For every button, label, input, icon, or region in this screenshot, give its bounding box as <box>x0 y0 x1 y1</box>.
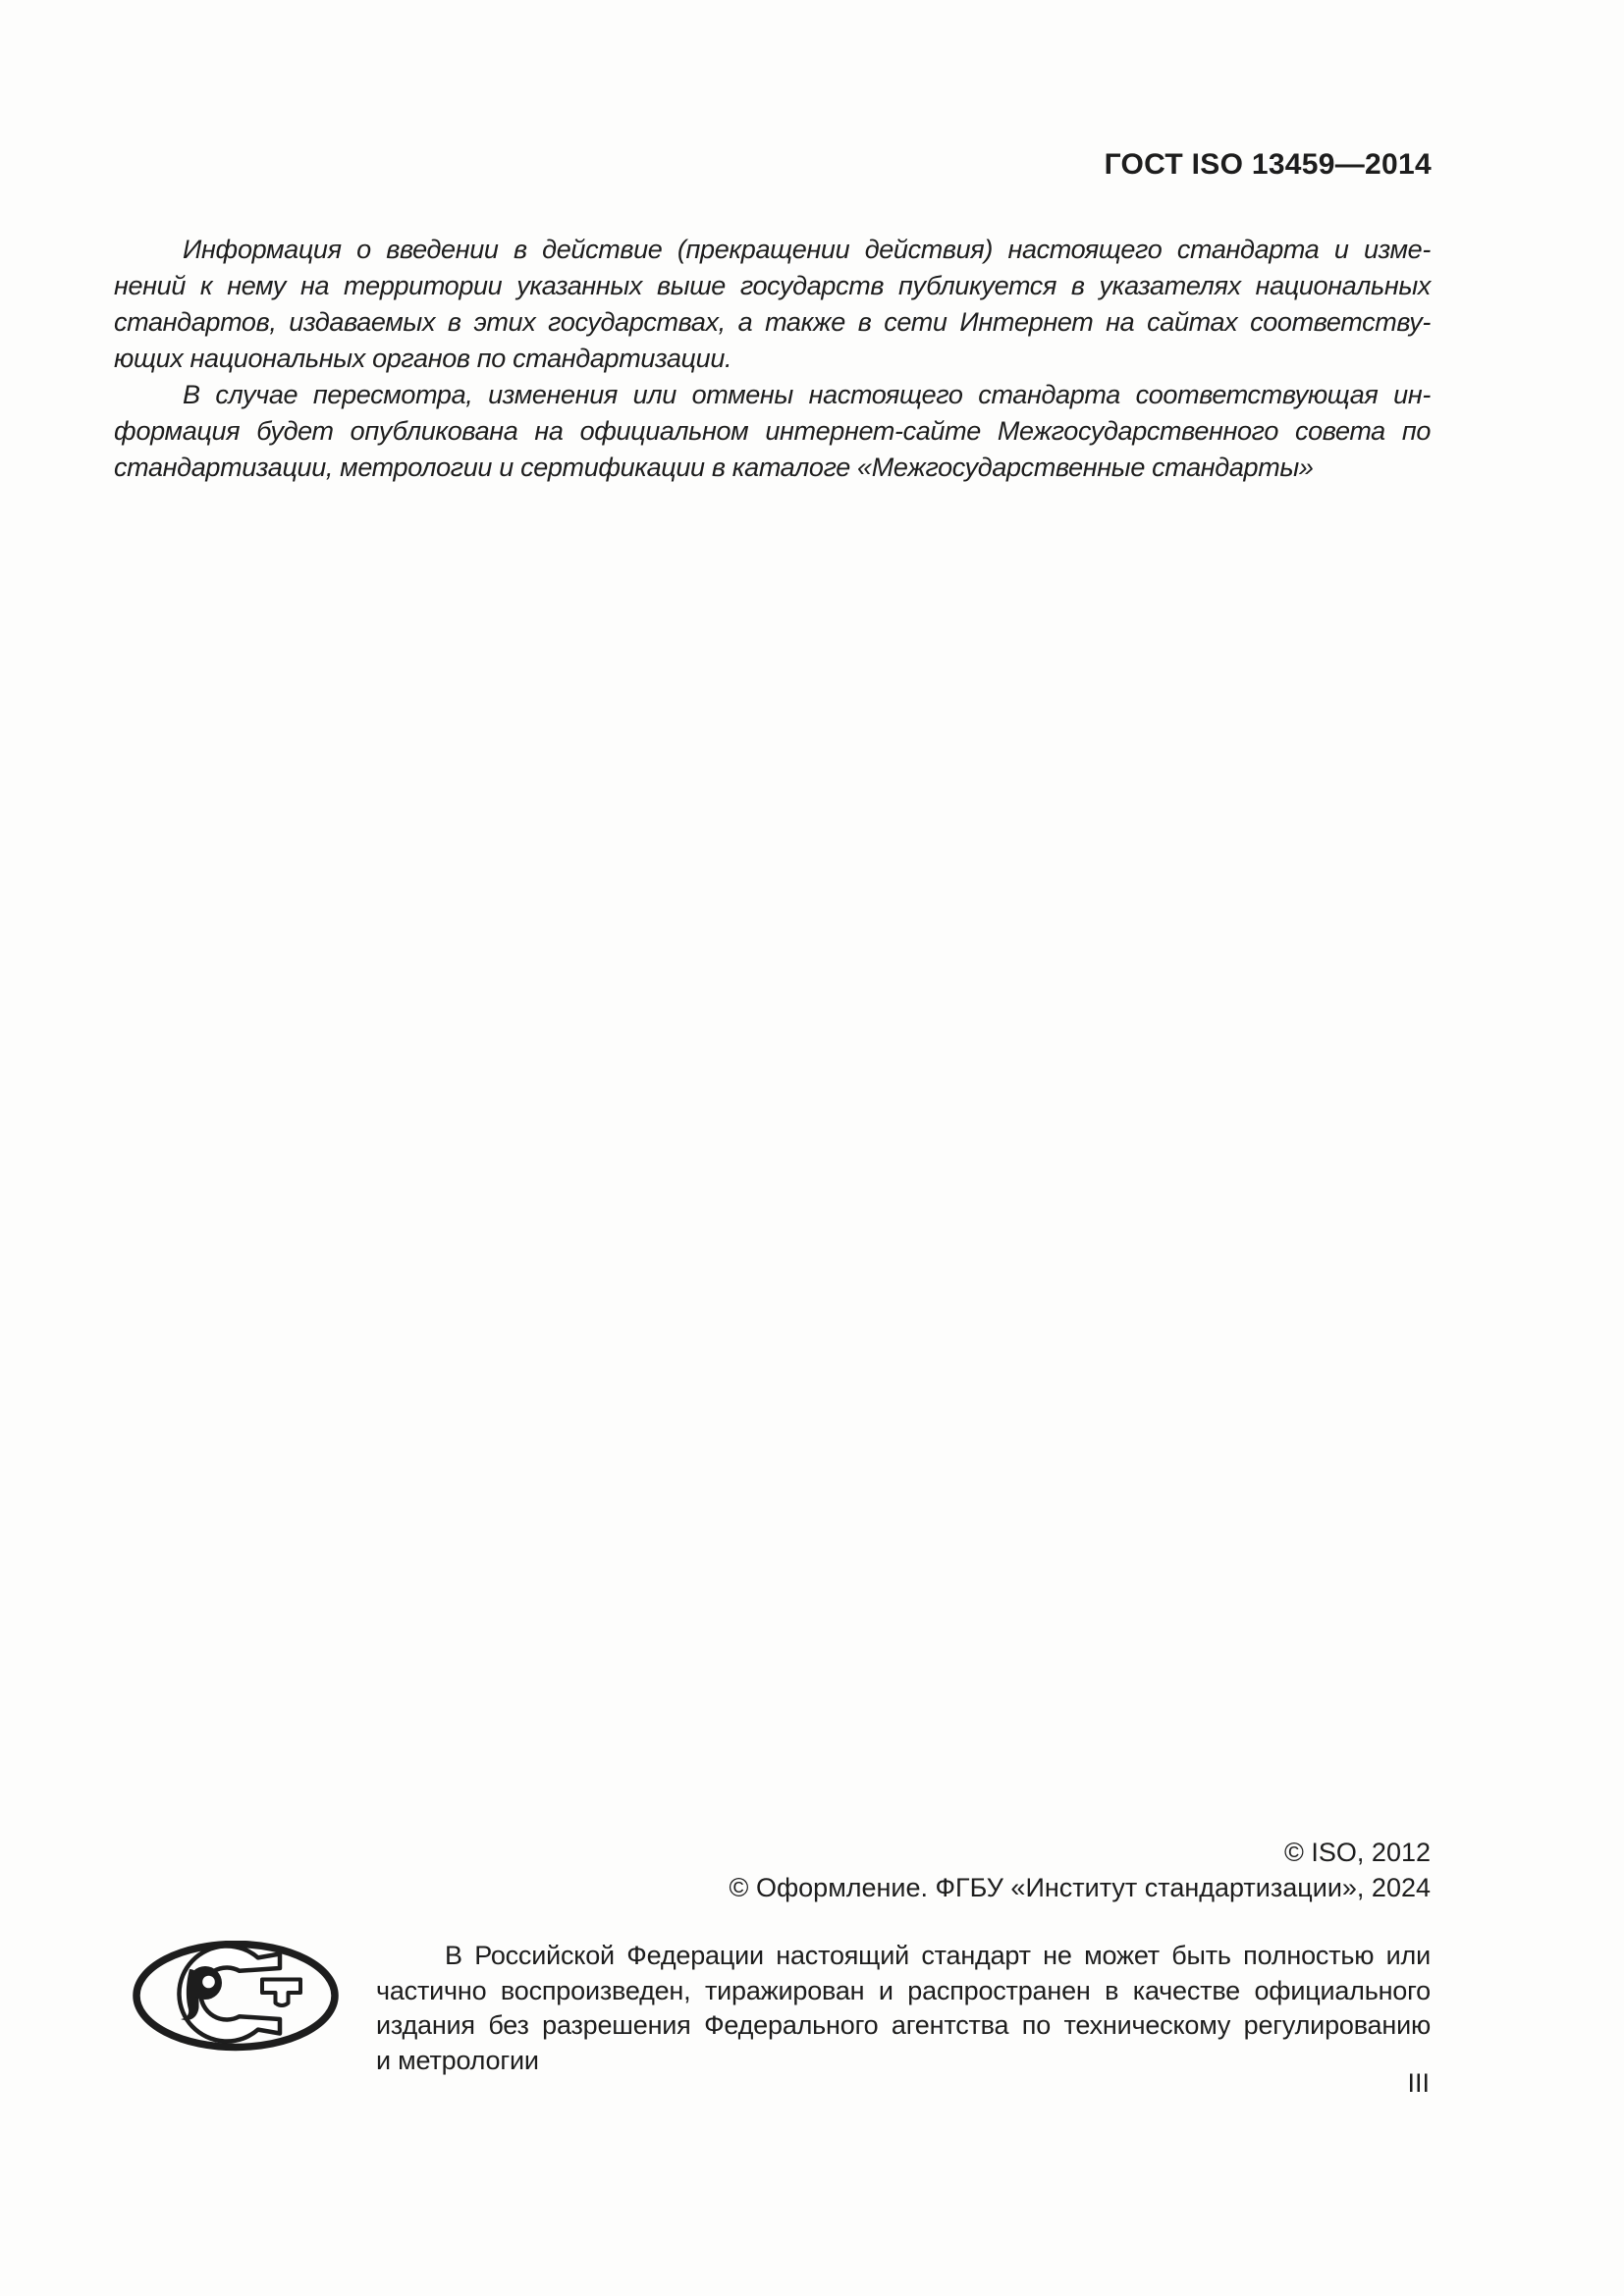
text-line: В Российской Федерации настоящий стандарт не может быть полностью или <box>445 1941 1431 1970</box>
intro-paragraph-2 <box>114 377 1431 486</box>
text-line: стандартизации, метрологии и сертификации в каталоге «Межгосударственные стандарты» <box>114 453 1314 482</box>
logo-letter-t <box>262 1980 300 2006</box>
text-line: стандартов, издаваемых в этих государствах, а также в сети Интернет на сайтах соответству- <box>114 307 1431 337</box>
text-line: издания без разрешения Федерального агентства по техническому регулированию <box>376 2010 1431 2040</box>
page-number: III <box>1407 2068 1430 2098</box>
text-line: формация будет опубликована на официальном интернет-сайте Межгосударственного совета по <box>114 416 1431 446</box>
text-line: частично воспроизведен, тиражирован и распространен в качестве официального <box>376 1975 1431 2005</box>
rosstandart-rst-mark-icon <box>132 1941 340 2052</box>
copyright-iso-line: © ISO, 2012 <box>1284 1838 1431 1867</box>
document-code-header: ГОСТ ISO 13459—2014 <box>1104 148 1432 181</box>
intro-paragraph-1 <box>114 232 1431 377</box>
intro-note <box>114 232 1431 486</box>
reproduction-notice <box>376 1939 1431 2078</box>
text-line: ющих национальных органов по стандартизации. <box>114 344 732 373</box>
logo-letter-r-counter <box>202 1976 215 1989</box>
copyright-block <box>730 1835 1431 1905</box>
copyright-design-line: © Оформление. ФГБУ «Институт стандартизации», 2024 <box>729 1873 1431 1902</box>
text-line: и метрологии <box>376 2045 539 2075</box>
text-line: нений к нему на территории указанных выше государств публикуется в указателях национальных <box>114 271 1431 300</box>
text-line: В случае пересмотра, изменения или отмены настоящего стандарта соответствующая ин- <box>183 380 1431 409</box>
text-line: Информация о введении в действие (прекращении действия) настоящего стандарта и изме- <box>183 235 1431 264</box>
